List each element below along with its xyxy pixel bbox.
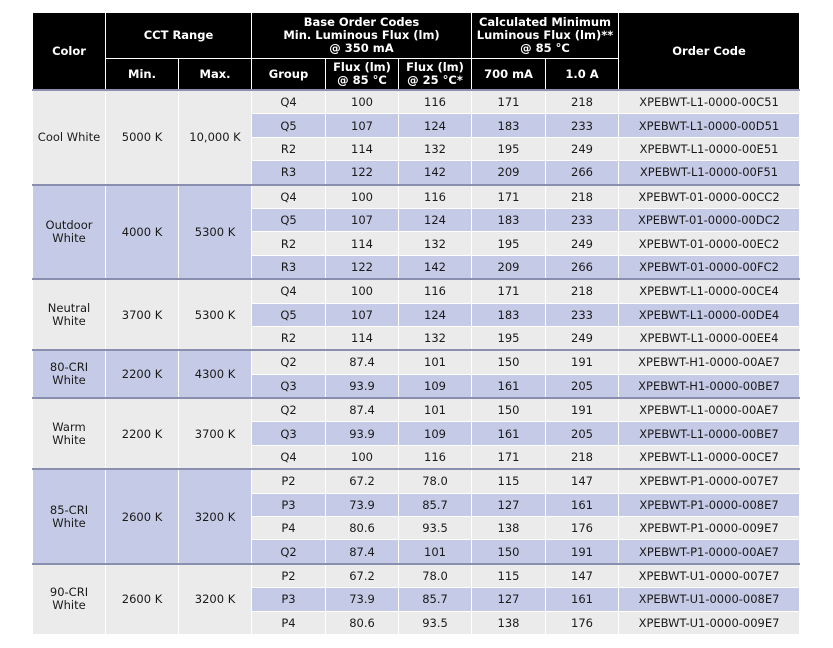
cct-max-cell: 3200 K [179, 469, 252, 564]
order-code-cell: XPEBWT-L1-0000-00C51 [619, 90, 800, 114]
flux-85c-cell: 73.9 [326, 588, 399, 611]
cct-min-cell: 2200 K [106, 398, 179, 469]
group-header: Group [252, 59, 326, 91]
flux-25c-cell: 142 [399, 161, 472, 185]
group-cell: Q5 [252, 208, 326, 231]
flux-25c-cell: 109 [399, 422, 472, 445]
flux-25c-cell: 78.0 [399, 469, 472, 493]
group-cell: R2 [252, 326, 326, 350]
flux-85c-cell: 67.2 [326, 469, 399, 493]
cct-min-cell: 3700 K [106, 279, 179, 350]
group-cell: R2 [252, 137, 326, 160]
flux-1a-cell: 218 [546, 185, 619, 209]
cct-max-cell: 4300 K [179, 350, 252, 398]
flux-25c-cell: 116 [399, 279, 472, 303]
flux-85c-cell: 107 [326, 114, 399, 137]
table-header [33, 13, 800, 91]
flux-85c-cell: 80.6 [326, 517, 399, 540]
flux-25c-cell: 93.5 [399, 611, 472, 634]
group-cell: Q2 [252, 398, 326, 422]
flux-1a-cell: 249 [546, 137, 619, 160]
flux-25c-cell: 132 [399, 232, 472, 255]
flux-700ma-cell: 171 [472, 445, 546, 469]
group-cell: Q4 [252, 445, 326, 469]
order-code-cell: XPEBWT-L1-0000-00AE7 [619, 398, 800, 422]
cct-min-cell: 2600 K [106, 469, 179, 564]
flux-1a-cell: 191 [546, 540, 619, 564]
led-order-code-table [32, 12, 800, 635]
table-body [33, 90, 800, 634]
table-row [33, 90, 800, 114]
color-name-cell: Cool White [33, 90, 106, 185]
group-cell: Q4 [252, 279, 326, 303]
color-header: Color [33, 13, 106, 91]
flux-700ma-cell: 183 [472, 303, 546, 326]
flux-25c-cell: 101 [399, 540, 472, 564]
flux-1a-cell: 191 [546, 350, 619, 374]
order-code-cell: XPEBWT-01-0000-00FC2 [619, 255, 800, 279]
flux-700ma-cell: 183 [472, 114, 546, 137]
flux-1a-cell: 249 [546, 232, 619, 255]
order-code-cell: XPEBWT-P1-0000-007E7 [619, 469, 800, 493]
group-cell: P4 [252, 611, 326, 634]
flux-85c-cell: 114 [326, 326, 399, 350]
flux-85c-cell: 107 [326, 303, 399, 326]
flux-85c-cell: 114 [326, 137, 399, 160]
table-row [33, 279, 800, 303]
max-header: Max. [179, 59, 252, 91]
order-code-cell: XPEBWT-P1-0000-009E7 [619, 517, 800, 540]
min-header: Min. [106, 59, 179, 91]
flux-1a-cell: 191 [546, 398, 619, 422]
flux-85c-cell: 73.9 [326, 493, 399, 516]
flux-700ma-cell: 150 [472, 540, 546, 564]
group-cell: P4 [252, 517, 326, 540]
order-code-cell: XPEBWT-L1-0000-00EE4 [619, 326, 800, 350]
table-row [33, 469, 800, 493]
cct-max-cell: 5300 K [179, 185, 252, 280]
flux-700ma-cell: 171 [472, 279, 546, 303]
order-code-cell: XPEBWT-H1-0000-00AE7 [619, 350, 800, 374]
flux-85c-header: Flux (lm) @ 85 °C [326, 59, 399, 91]
flux-700ma-cell: 115 [472, 469, 546, 493]
flux-85c-cell: 80.6 [326, 611, 399, 634]
flux-1a-cell: 218 [546, 279, 619, 303]
flux-25c-cell: 93.5 [399, 517, 472, 540]
cct-max-cell: 10,000 K [179, 90, 252, 185]
flux-25c-cell: 124 [399, 303, 472, 326]
flux-1a-cell: 218 [546, 445, 619, 469]
group-cell: P3 [252, 588, 326, 611]
table-row [33, 564, 800, 588]
flux-1a-cell: 218 [546, 90, 619, 114]
flux-85c-cell: 107 [326, 208, 399, 231]
flux-85c-cell: 87.4 [326, 398, 399, 422]
flux-700ma-cell: 209 [472, 161, 546, 185]
order-code-cell: XPEBWT-L1-0000-00CE7 [619, 445, 800, 469]
flux-1a-cell: 176 [546, 517, 619, 540]
flux-1a-cell: 147 [546, 564, 619, 588]
flux-25c-cell: 85.7 [399, 493, 472, 516]
cct-max-cell: 3200 K [179, 564, 252, 635]
calculated-flux-header: Calculated Minimum Luminous Flux (lm)** @ 85 °C [472, 13, 619, 59]
order-code-cell: XPEBWT-U1-0000-007E7 [619, 564, 800, 588]
flux-700ma-cell: 195 [472, 326, 546, 350]
1a-header: 1.0 A [546, 59, 619, 91]
flux-700ma-cell: 171 [472, 185, 546, 209]
flux-25c-cell: 116 [399, 185, 472, 209]
flux-700ma-cell: 195 [472, 137, 546, 160]
group-cell: P2 [252, 469, 326, 493]
color-name-cell: 90-CRI White [33, 564, 106, 635]
flux-1a-cell: 233 [546, 114, 619, 137]
group-cell: Q2 [252, 540, 326, 564]
flux-700ma-cell: 138 [472, 517, 546, 540]
table-row [33, 350, 800, 374]
order-code-cell: XPEBWT-L1-0000-00D51 [619, 114, 800, 137]
flux-700ma-cell: 127 [472, 493, 546, 516]
cct-min-cell: 5000 K [106, 90, 179, 185]
flux-1a-cell: 266 [546, 255, 619, 279]
table-row [33, 185, 800, 209]
flux-1a-cell: 266 [546, 161, 619, 185]
flux-25c-cell: 116 [399, 445, 472, 469]
flux-1a-cell: 147 [546, 469, 619, 493]
flux-85c-cell: 93.9 [326, 374, 399, 398]
order-code-cell: XPEBWT-01-0000-00CC2 [619, 185, 800, 209]
group-cell: Q2 [252, 350, 326, 374]
flux-1a-cell: 233 [546, 208, 619, 231]
flux-25c-cell: 78.0 [399, 564, 472, 588]
order-code-cell: XPEBWT-L1-0000-00CE4 [619, 279, 800, 303]
flux-700ma-cell: 150 [472, 350, 546, 374]
color-name-cell: 85-CRI White [33, 469, 106, 564]
flux-85c-cell: 122 [326, 161, 399, 185]
order-code-cell: XPEBWT-L1-0000-00E51 [619, 137, 800, 160]
order-code-cell: XPEBWT-01-0000-00EC2 [619, 232, 800, 255]
flux-1a-cell: 233 [546, 303, 619, 326]
group-cell: Q5 [252, 114, 326, 137]
order-code-cell: XPEBWT-U1-0000-009E7 [619, 611, 800, 634]
flux-700ma-cell: 161 [472, 374, 546, 398]
color-name-cell: 80-CRI White [33, 350, 106, 398]
flux-85c-cell: 87.4 [326, 540, 399, 564]
flux-1a-cell: 161 [546, 588, 619, 611]
flux-25c-cell: 132 [399, 137, 472, 160]
flux-700ma-cell: 171 [472, 90, 546, 114]
color-name-cell: Warm White [33, 398, 106, 469]
flux-700ma-cell: 183 [472, 208, 546, 231]
table-row [33, 398, 800, 422]
cct-min-cell: 2200 K [106, 350, 179, 398]
group-cell: P2 [252, 564, 326, 588]
order-code-cell: XPEBWT-P1-0000-00AE7 [619, 540, 800, 564]
order-code-cell: XPEBWT-L1-0000-00BE7 [619, 422, 800, 445]
flux-1a-cell: 161 [546, 493, 619, 516]
flux-700ma-cell: 195 [472, 232, 546, 255]
cct-max-cell: 5300 K [179, 279, 252, 350]
base-order-codes-header: Base Order Codes Min. Luminous Flux (lm) @ 350 mA [252, 13, 472, 59]
flux-1a-cell: 205 [546, 422, 619, 445]
flux-1a-cell: 249 [546, 326, 619, 350]
flux-25c-cell: 124 [399, 114, 472, 137]
group-cell: Q4 [252, 90, 326, 114]
group-cell: R3 [252, 255, 326, 279]
flux-85c-cell: 67.2 [326, 564, 399, 588]
cct-min-cell: 4000 K [106, 185, 179, 280]
flux-25c-cell: 85.7 [399, 588, 472, 611]
flux-25c-cell: 109 [399, 374, 472, 398]
flux-700ma-cell: 138 [472, 611, 546, 634]
flux-85c-cell: 100 [326, 279, 399, 303]
flux-25c-cell: 101 [399, 398, 472, 422]
color-name-cell: Outdoor White [33, 185, 106, 280]
group-cell: Q5 [252, 303, 326, 326]
order-code-cell: XPEBWT-P1-0000-008E7 [619, 493, 800, 516]
flux-85c-cell: 87.4 [326, 350, 399, 374]
order-code-header: Order Code [619, 13, 800, 91]
color-name-cell: Neutral White [33, 279, 106, 350]
flux-25c-cell: 142 [399, 255, 472, 279]
flux-25c-cell: 116 [399, 90, 472, 114]
group-cell: P3 [252, 493, 326, 516]
cct-range-header: CCT Range [106, 13, 252, 59]
flux-85c-cell: 93.9 [326, 422, 399, 445]
order-code-cell: XPEBWT-H1-0000-00BE7 [619, 374, 800, 398]
flux-700ma-cell: 115 [472, 564, 546, 588]
group-cell: R3 [252, 161, 326, 185]
flux-85c-cell: 100 [326, 445, 399, 469]
order-code-cell: XPEBWT-01-0000-00DC2 [619, 208, 800, 231]
flux-85c-cell: 114 [326, 232, 399, 255]
flux-700ma-cell: 127 [472, 588, 546, 611]
order-code-cell: XPEBWT-L1-0000-00DE4 [619, 303, 800, 326]
group-cell: Q3 [252, 374, 326, 398]
flux-25c-cell: 132 [399, 326, 472, 350]
group-cell: Q3 [252, 422, 326, 445]
flux-1a-cell: 176 [546, 611, 619, 634]
flux-25c-header: Flux (lm) @ 25 °C* [399, 59, 472, 91]
flux-85c-cell: 122 [326, 255, 399, 279]
order-code-cell: XPEBWT-U1-0000-008E7 [619, 588, 800, 611]
flux-25c-cell: 124 [399, 208, 472, 231]
flux-700ma-cell: 150 [472, 398, 546, 422]
flux-85c-cell: 100 [326, 90, 399, 114]
700ma-header: 700 mA [472, 59, 546, 91]
group-cell: Q4 [252, 185, 326, 209]
flux-700ma-cell: 161 [472, 422, 546, 445]
flux-85c-cell: 100 [326, 185, 399, 209]
cct-max-cell: 3700 K [179, 398, 252, 469]
flux-700ma-cell: 209 [472, 255, 546, 279]
flux-25c-cell: 101 [399, 350, 472, 374]
cct-min-cell: 2600 K [106, 564, 179, 635]
flux-1a-cell: 205 [546, 374, 619, 398]
order-code-cell: XPEBWT-L1-0000-00F51 [619, 161, 800, 185]
group-cell: R2 [252, 232, 326, 255]
